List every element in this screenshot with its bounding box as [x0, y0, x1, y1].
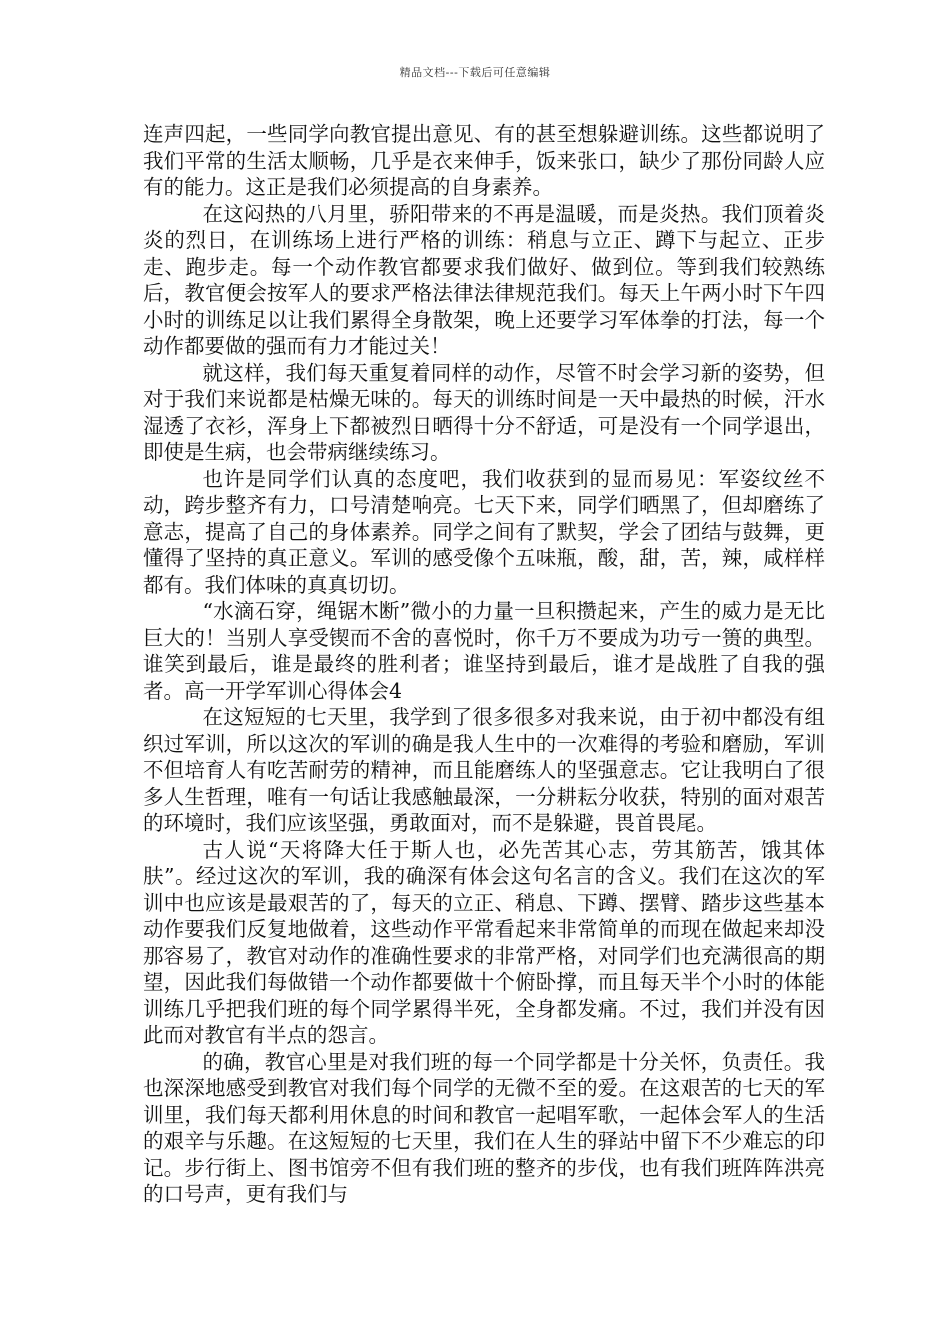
document-body	[143, 121, 825, 1208]
paragraph: 也许是同学们认真的态度吧，我们收获到的显而易见：军姿纹丝不动，跨步整齐有力，口号清楚响亮。七天下来，同学们晒黑了，但却磨练了意志，提高了自己的身体素养。同学之间有了默契，学会了团结与鼓舞，更懂得了坚持的真正意义。军训的感受像个五味瓶，酸，甜，苦，辣，咸样样都有。我们体味的真真切切。	[143, 466, 825, 597]
paragraph: 就这样，我们每天重复着同样的动作，尽管不时会学习新的姿势，但对于我们来说都是枯燥无味的。每天的训练时间是一天中最热的时候，汗水湿透了衣衫，浑身上下都被烈日晒得十分不舒适，可是没有一个同学退出，即使是生病，也会带病继续练习。	[143, 360, 825, 464]
paragraph: 连声四起，一些同学向教官提出意见、有的甚至想躲避训练。这些都说明了我们平常的生活太顺畅，几乎是衣来伸手，饭来张口，缺少了那份同龄人应有的能力。这正是我们必须提高的自身素养。	[143, 122, 825, 199]
page-header: 精品文档---下载后可任意编辑	[399, 66, 551, 79]
paragraph: 的确，教官心里是对我们班的每一个同学都是十分关怀，负责任。我也深深地感受到教官对我们每个同学的无微不至的爱。在这艰苦的七天的军训里，我们每天都利用休息的时间和教官一起唱军歌，一起体会军人的生活的艰辛与乐趣。在这短短的七天里，我们在人生的驿站中留下不少难忘的印记。步行街上、图书馆旁不但有我们班的整齐的步伐，也有我们班阵阵洪亮的口号声，更有我们与	[143, 1049, 825, 1206]
paragraph: 在这短短的七天里，我学到了很多很多对我来说，由于初中都没有组织过军训，所以这次的军训的确是我人生中的一次难得的考验和磨励，军训不但培育人有吃苦耐劳的精神，而且能磨练人的坚强意志。它让我明白了很多人生哲理，唯有一句话让我感触最深，一分耕耘分收获，特别的面对艰苦的环境时，我们应该坚强，勇敢面对，而不是躲避，畏首畏尾。	[143, 705, 825, 835]
paragraph: “水滴石穿，绳锯木断”微小的力量一旦积攒起来，产生的威力是无比巨大的！当别人享受锲而不舍的喜悦时，你千万不要成为功亏一篑的典型。谁笑到最后，谁是最终的胜利者；谁坚持到最后，谁才是战胜了自我的强者。高一开学军训心得体会4	[143, 599, 825, 703]
paragraph: 古人说“天将降大任于斯人也，必先苦其心志，劳其筋苦，饿其体肤”。经过这次的军训，我的确深有体会这句名言的含义。我们在这次的军训中也应该是最艰苦的了，每天的立正、稍息、下蹲、摆臂、踏步这些基本动作要我们反复地做着，这些动作平常看起来非常简单的而现在做起来却没那容易了，教官对动作的准确性要求的非常严格，对同学们也充满很高的期望，因此我们每做错一个动作都要做十个俯卧撑，而且每天半个小时的体能训练几乎把我们班的每个同学累得半死，全身都发痛。不过，我们并没有因此而对教官有半点的怨言。	[143, 837, 825, 1047]
paragraph: 在这闷热的八月里，骄阳带来的不再是温暖，而是炎热。我们顶着炎炎的烈日，在训练场上进行严格的训练：稍息与立正、蹲下与起立、正步走、跑步走。每一个动作教官都要求我们做好、做到位。等到我们较熟练后，教官便会按军人的要求严格法律法律规范我们。每天上午两小时下午四小时的训练足以让我们累得全身散架，晚上还要学习军体拳的打法，每一个动作都要做的强而有力才能过关！	[143, 201, 825, 358]
